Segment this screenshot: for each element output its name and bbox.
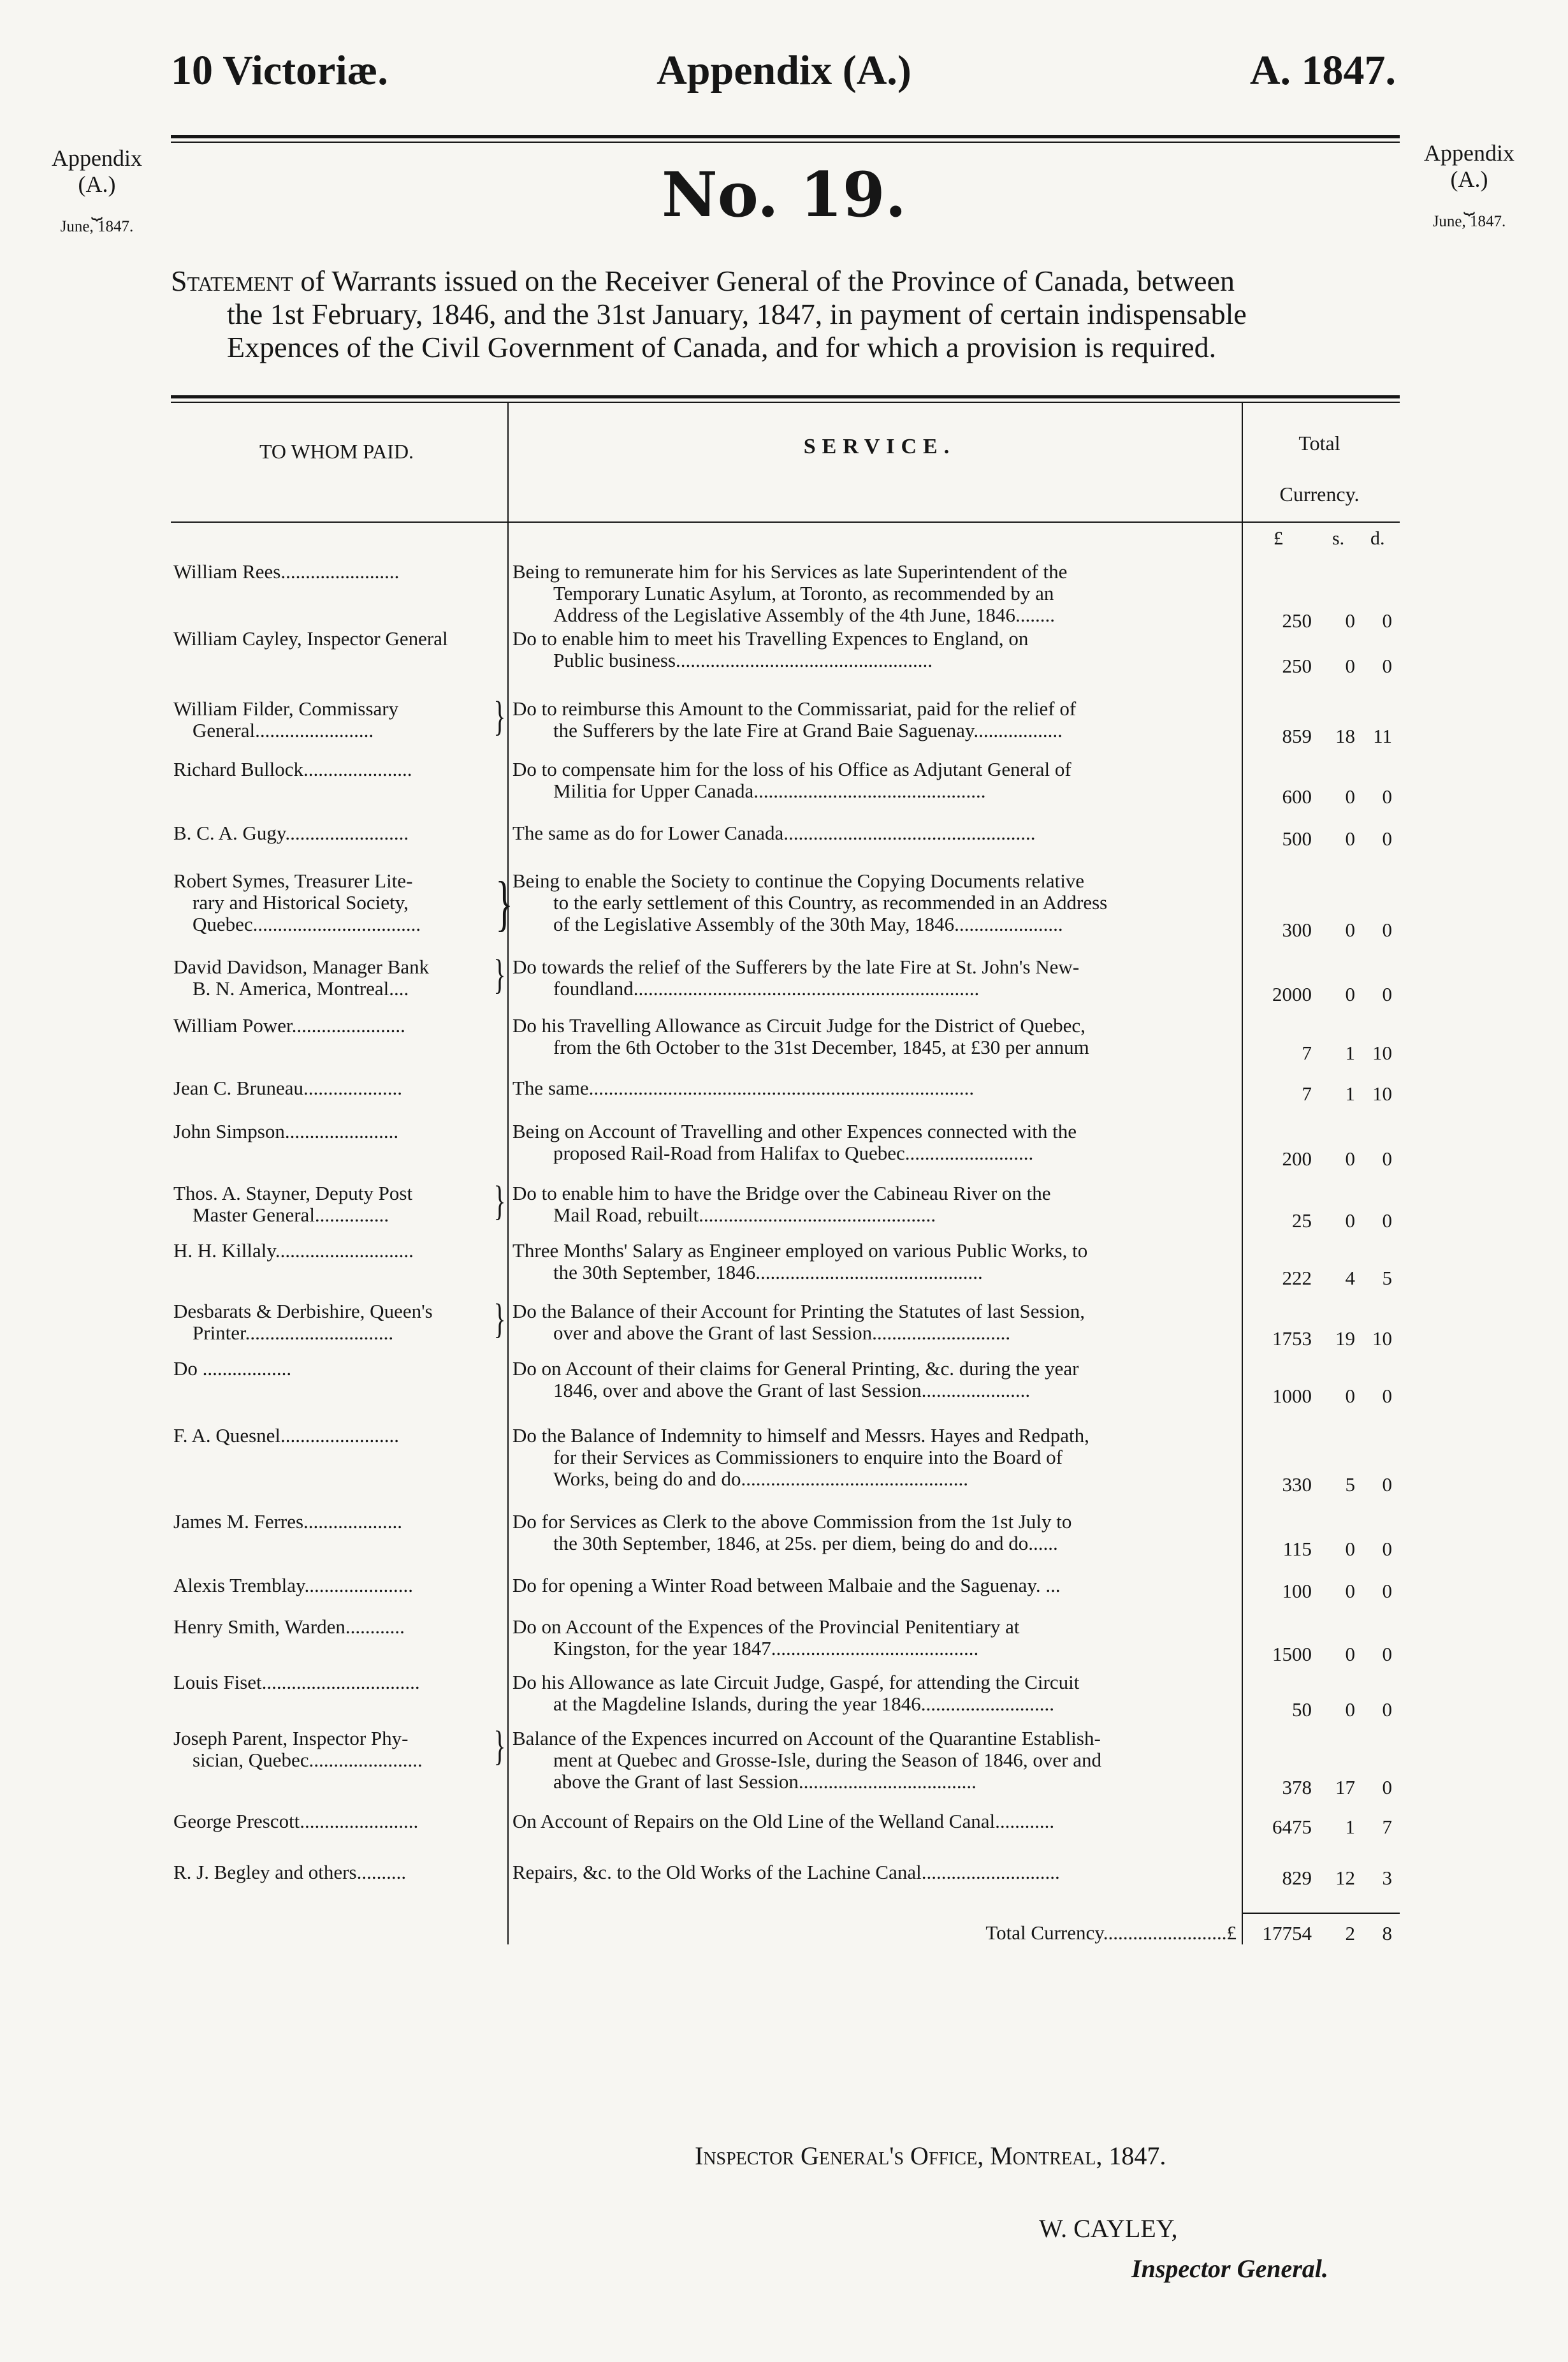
brace-icon: } (493, 1295, 506, 1342)
amount-pence: 0 (1382, 1538, 1392, 1560)
service-line: Do his Travelling Allowance as Circuit Judge for the District of Quebec, (512, 1015, 1085, 1037)
brace-icon: } (493, 693, 506, 740)
total-label: Total Currency.........................£ (985, 1922, 1237, 1944)
service-cell (512, 956, 1245, 1000)
margin-note-label: Appendix (52, 145, 142, 171)
amount-pounds: 7 (1302, 1083, 1312, 1105)
total-rule (1242, 1913, 1400, 1914)
amount-pounds: 2000 (1272, 983, 1312, 1005)
statement-heading (171, 265, 1401, 364)
running-header-year: A. 1847. (1249, 47, 1396, 94)
margin-note-right (1399, 140, 1539, 231)
payee-cell (173, 1575, 506, 1596)
amount-pounds: 1753 (1272, 1327, 1312, 1350)
margin-note-date: June, 1847. (60, 217, 134, 235)
statement-lead-word: Statement (171, 265, 293, 297)
service-line: over and above the Grant of last Session............................ (553, 1322, 1011, 1344)
office-line: Inspector General's Office, Montreal, 1847. (695, 2141, 1166, 2170)
payee-line: John Simpson....................... (173, 1121, 399, 1142)
service-line: Do to compensate him for the loss of his Office as Adjutant General of (512, 759, 1071, 780)
amount-pounds: 222 (1282, 1267, 1312, 1289)
service-cell (512, 1811, 1245, 1832)
amount-pounds: 500 (1282, 827, 1312, 850)
amount-pence: 0 (1382, 919, 1392, 941)
amount-pence: 0 (1382, 1580, 1392, 1602)
service-line: Do on Account of the Expences of the Provincial Penitentiary at (512, 1616, 1020, 1638)
amount-shillings: 0 (1345, 655, 1355, 677)
amount-pence: 0 (1382, 1385, 1392, 1407)
service-cell (512, 1575, 1245, 1596)
service-line: Being to enable the Society to continue the Copying Documents relative (512, 870, 1085, 892)
amount-pence: 10 (1372, 1327, 1392, 1350)
service-cell (512, 1240, 1245, 1283)
service-line: the Sufferers by the late Fire at Grand Baie Saguenay.................. (553, 719, 1063, 741)
amount-pounds: 200 (1282, 1148, 1312, 1170)
service-cell (512, 1616, 1245, 1659)
payee-cell (173, 1811, 506, 1832)
service-line: Kingston, for the year 1847.......................................... (553, 1637, 979, 1659)
service-cell (512, 1728, 1245, 1793)
amount-shillings: 0 (1345, 983, 1355, 1005)
service-cell (512, 1425, 1245, 1490)
payee-line: William Power....................... (173, 1015, 405, 1037)
payee-cell (173, 693, 506, 741)
amount-pence: 0 (1382, 1698, 1392, 1721)
amount-pence: 0 (1382, 1148, 1392, 1170)
header-total-currency (1243, 418, 1396, 520)
service-cell (512, 1862, 1245, 1883)
payee-line: F. A. Quesnel........................ (173, 1425, 400, 1447)
amount-pounds: 7 (1302, 1042, 1312, 1064)
amount-pence: 3 (1382, 1867, 1392, 1889)
service-cell (512, 1015, 1245, 1058)
header-rule-thin (171, 142, 1400, 143)
unit-shillings: s. (1332, 528, 1345, 549)
service-line: Do on Account of their claims for General Printing, &c. during the year (512, 1358, 1079, 1380)
amount-pence: 5 (1382, 1267, 1392, 1289)
payee-line: Henry Smith, Warden............ (173, 1616, 405, 1638)
payee-line: William Cayley, Inspector General (173, 628, 448, 650)
margin-brace-icon: ⏟ (91, 198, 103, 220)
service-cell (512, 561, 1245, 626)
statement-line-2: the 1st February, 1846, and the 31st January, 1847, in payment of certain indispensable (227, 298, 1247, 330)
payee-line: Alexis Tremblay...................... (173, 1575, 414, 1596)
amount-shillings: 17 (1335, 1776, 1355, 1798)
margin-note-code: (A.) (78, 171, 116, 198)
payee-cell (173, 1121, 506, 1142)
amount-shillings: 18 (1335, 725, 1355, 747)
payee-line: Printer.............................. (192, 1322, 394, 1344)
amount-shillings: 5 (1345, 1473, 1355, 1496)
payee-cell (173, 1728, 506, 1771)
amount-pence: 11 (1373, 725, 1392, 747)
amount-pounds: 1000 (1272, 1385, 1312, 1407)
payee-cell (173, 759, 506, 780)
amount-pounds: 25 (1292, 1209, 1312, 1232)
payee-cell (173, 1183, 506, 1226)
margin-brace-icon: ⏟ (1463, 193, 1475, 215)
unit-pence: d. (1370, 528, 1385, 549)
statement-line-3: Expences of the Civil Government of Canada, and for which a provision is required. (227, 331, 1217, 363)
amount-pence: 7 (1382, 1816, 1392, 1838)
column-divider-who (507, 403, 509, 1944)
service-line: foundland...................................................................... (553, 977, 980, 1000)
service-line: Do to enable him to meet his Travelling Expences to England, on (512, 628, 1029, 650)
amount-pounds: 115 (1282, 1538, 1312, 1560)
payee-line: Do .................. (173, 1358, 292, 1380)
header-total-line-1: Total (1298, 432, 1340, 455)
service-line: Do towards the relief of the Sufferers by the late Fire at St. John's New- (512, 956, 1080, 978)
margin-note-date: June, 1847. (1432, 212, 1506, 230)
total-shillings: 2 (1345, 1922, 1355, 1944)
amount-shillings: 0 (1345, 609, 1355, 632)
service-line: Address of the Legislative Assembly of the 4th June, 1846........ (553, 604, 1055, 626)
payee-line: R. J. Begley and others.......... (173, 1862, 407, 1883)
amount-shillings: 0 (1345, 785, 1355, 808)
brace-icon: } (493, 951, 506, 998)
payee-line: Master General............... (192, 1204, 389, 1226)
amount-shillings: 1 (1345, 1083, 1355, 1105)
table-top-rule-thin (171, 402, 1400, 403)
payee-cell (173, 951, 506, 1000)
payee-line: Jean C. Bruneau.................... (173, 1077, 403, 1099)
service-cell (512, 1183, 1245, 1226)
amount-pounds: 1500 (1272, 1643, 1312, 1665)
service-line: Public business.................................................... (553, 649, 933, 671)
amount-pence: 0 (1382, 1776, 1392, 1798)
service-line: at the Magdeline Islands, during the year 1846........................... (553, 1693, 1055, 1715)
payee-line: sician, Quebec....................... (192, 1749, 423, 1771)
payee-cell (173, 1862, 506, 1883)
service-line: from the 6th October to the 31st December, 1845, at £30 per annum (553, 1036, 1089, 1058)
payee-line: rary and Historical Society, (192, 891, 409, 914)
header-total-line-2: Currency. (1279, 483, 1360, 506)
payee-cell (173, 1672, 506, 1693)
payee-cell (173, 822, 506, 844)
service-cell (512, 1511, 1245, 1554)
payee-line: Joseph Parent, Inspector Phy- (173, 1728, 409, 1749)
brace-icon: } (493, 1723, 506, 1769)
payee-line: James M. Ferres.................... (173, 1511, 403, 1533)
service-line: Do to reimburse this Amount to the Commissariat, paid for the relief of (512, 698, 1077, 720)
payee-line: General........................ (192, 719, 374, 741)
amount-shillings: 4 (1345, 1267, 1355, 1289)
table-header-rule (171, 521, 1400, 523)
payee-cell (173, 1240, 506, 1262)
service-cell (512, 1358, 1245, 1401)
amount-shillings: 19 (1335, 1327, 1355, 1350)
table-top-rule (171, 395, 1400, 398)
amount-shillings: 0 (1345, 1643, 1355, 1665)
service-line: Do the Balance of Indemnity to himself and Messrs. Hayes and Redpath, (512, 1425, 1089, 1447)
service-line: the 30th September, 1846.............................................. (553, 1261, 983, 1283)
amount-pounds: 859 (1282, 725, 1312, 747)
unit-pounds: £ (1274, 528, 1283, 549)
service-line: the 30th September, 1846, at 25s. per diem, being do and do...... (553, 1532, 1058, 1554)
service-line: Balance of the Expences incurred on Account of the Quarantine Establish- (512, 1728, 1101, 1749)
amount-shillings: 0 (1345, 1148, 1355, 1170)
document-number-title: No. 19. (662, 159, 906, 231)
service-line: ment at Quebec and Grosse-Isle, during the Season of 1846, over and (553, 1749, 1102, 1771)
payee-cell (173, 1301, 506, 1344)
service-line: above the Grant of last Session.................................... (553, 1770, 976, 1793)
service-cell (512, 628, 1245, 671)
header-to-whom-paid: TO WHOM PAID. (259, 440, 414, 463)
service-line: Mail Road, rebuilt................................................ (553, 1204, 936, 1226)
service-line: On Account of Repairs on the Old Line of the Welland Canal............ (512, 1811, 1055, 1832)
amount-shillings: 0 (1345, 1698, 1355, 1721)
signature-title: Inspector General. (1131, 2254, 1328, 2283)
service-line: for their Services as Commissioners to enquire into the Board of (553, 1446, 1063, 1468)
payee-line: William Filder, Commissary (173, 698, 399, 720)
amount-shillings: 0 (1345, 919, 1355, 941)
payee-cell (173, 1511, 506, 1533)
payee-cell (173, 1358, 506, 1380)
signature-name: W. CAYLEY, (1039, 2214, 1178, 2243)
service-line: Being to remunerate him for his Services as late Superintendent of the (512, 561, 1068, 583)
service-line: Do the Balance of their Account for Printing the Statutes of last Session, (512, 1301, 1085, 1322)
amount-pence: 0 (1382, 1209, 1392, 1232)
running-header-regnal-year: 10 Victoriæ. (171, 47, 388, 94)
amount-pounds: 50 (1292, 1698, 1312, 1721)
amount-pence: 0 (1382, 983, 1392, 1005)
brace-icon: } (493, 1177, 506, 1224)
service-cell (512, 822, 1245, 844)
total-pounds: 17754 (1262, 1922, 1312, 1944)
payee-line: Desbarats & Derbishire, Queen's (173, 1301, 433, 1322)
amount-pence: 0 (1382, 827, 1392, 850)
payee-cell (173, 870, 506, 935)
service-line: proposed Rail-Road from Halifax to Quebec.......................... (553, 1142, 1034, 1164)
statement-line-1: of Warrants issued on the Receiver General of the Province of Canada, between (293, 265, 1235, 297)
service-cell (512, 1077, 1245, 1099)
brace-icon: } (495, 869, 513, 937)
payee-cell (173, 1015, 506, 1037)
amount-pounds: 300 (1282, 919, 1312, 941)
running-header-appendix: Appendix (A.) (657, 47, 911, 94)
service-line: Temporary Lunatic Asylum, at Toronto, as recommended by an (553, 582, 1054, 604)
amount-shillings: 0 (1345, 1580, 1355, 1602)
margin-note-left (27, 145, 167, 237)
amount-pence: 10 (1372, 1083, 1392, 1105)
service-line: Being on Account of Travelling and other Expences connected with the (512, 1121, 1077, 1142)
payee-line: Quebec.................................. (192, 913, 421, 935)
service-line: of the Legislative Assembly of the 30th May, 1846...................... (553, 913, 1063, 935)
payee-line: George Prescott........................ (173, 1811, 419, 1832)
payee-line: B. N. America, Montreal.... (192, 977, 409, 1000)
service-cell (512, 1301, 1245, 1344)
payee-line: David Davidson, Manager Bank (173, 956, 430, 978)
payee-line: Richard Bullock...................... (173, 759, 412, 780)
amount-pounds: 829 (1282, 1867, 1312, 1889)
payee-cell (173, 1077, 506, 1099)
service-line: Repairs, &c. to the Old Works of the Lachine Canal............................ (512, 1862, 1060, 1883)
header-service: SERVICE. (803, 435, 956, 458)
payee-cell (173, 1425, 506, 1447)
amount-shillings: 0 (1345, 1538, 1355, 1560)
service-line: to the early settlement of this Country, as recommended in an Address (553, 891, 1108, 914)
amount-pence: 0 (1382, 609, 1392, 632)
amount-pounds: 330 (1282, 1473, 1312, 1496)
service-cell (512, 1121, 1245, 1164)
service-line: Do his Allowance as late Circuit Judge, Gaspé, for attending the Circuit (512, 1672, 1080, 1693)
amount-shillings: 12 (1335, 1867, 1355, 1889)
amount-pounds: 378 (1282, 1776, 1312, 1798)
amount-pence: 0 (1382, 1473, 1392, 1496)
amount-pounds: 600 (1282, 785, 1312, 808)
amount-pence: 0 (1382, 785, 1392, 808)
total-pence: 8 (1382, 1922, 1392, 1944)
service-line: Militia for Upper Canada............................................... (553, 780, 986, 802)
service-line: Do for Services as Clerk to the above Commission from the 1st July to (512, 1511, 1072, 1533)
payee-cell (173, 561, 506, 583)
amount-shillings: 0 (1345, 1209, 1355, 1232)
service-line: The same.............................................................................. (512, 1077, 975, 1099)
payee-cell (173, 1616, 506, 1638)
amount-shillings: 1 (1345, 1042, 1355, 1064)
header-rule (171, 135, 1400, 138)
service-line: Three Months' Salary as Engineer employed on various Public Works, to (512, 1240, 1088, 1262)
service-line: Do to enable him to have the Bridge over the Cabineau River on the (512, 1183, 1051, 1204)
amount-pounds: 6475 (1272, 1816, 1312, 1838)
service-cell (512, 759, 1245, 802)
payee-line: H. H. Killaly............................ (173, 1240, 414, 1262)
amount-pounds: 250 (1282, 655, 1312, 677)
amount-pence: 0 (1382, 1643, 1392, 1665)
payee-cell (173, 628, 506, 650)
service-line: Works, being do and do.............................................. (553, 1468, 969, 1490)
service-line: Do for opening a Winter Road between Malbaie and the Saguenay. ... (512, 1575, 1061, 1596)
payee-line: William Rees........................ (173, 561, 400, 583)
payee-line: Louis Fiset................................ (173, 1672, 420, 1693)
amount-shillings: 1 (1345, 1816, 1355, 1838)
payee-line: Thos. A. Stayner, Deputy Post (173, 1183, 413, 1204)
service-cell (512, 870, 1245, 935)
amount-shillings: 0 (1345, 1385, 1355, 1407)
service-line: The same as do for Lower Canada................................................... (512, 822, 1036, 844)
amount-shillings: 0 (1345, 827, 1355, 850)
amount-pence: 0 (1382, 655, 1392, 677)
margin-note-label: Appendix (1424, 140, 1514, 166)
amount-pence: 10 (1372, 1042, 1392, 1064)
payee-line: Robert Symes, Treasurer Lite- (173, 870, 413, 892)
service-cell (512, 1672, 1245, 1715)
service-line: 1846, over and above the Grant of last Session...................... (553, 1379, 1031, 1401)
service-cell (512, 698, 1245, 741)
margin-note-code: (A.) (1450, 166, 1488, 193)
amount-pounds: 250 (1282, 609, 1312, 632)
amount-pounds: 100 (1282, 1580, 1312, 1602)
payee-line: B. C. A. Gugy......................... (173, 822, 409, 844)
